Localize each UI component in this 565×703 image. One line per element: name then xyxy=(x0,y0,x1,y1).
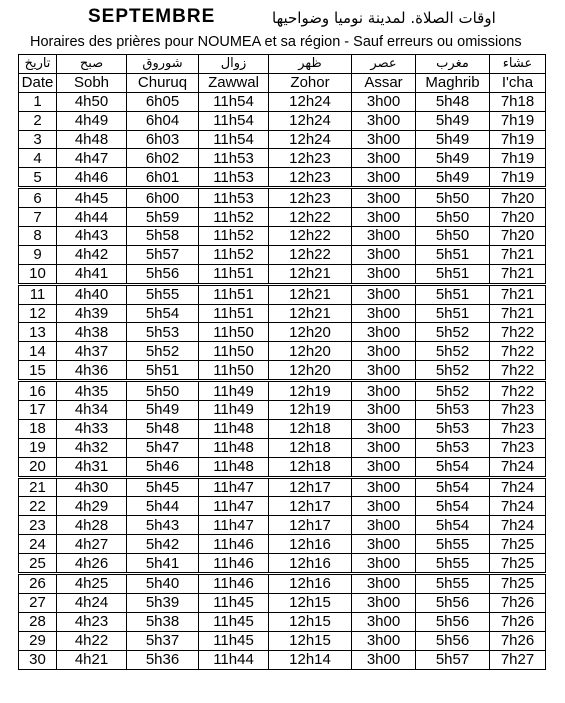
table-cell: 1 xyxy=(19,92,57,111)
table-cell: 5h42 xyxy=(127,535,199,554)
table-cell: 12h21 xyxy=(269,304,352,323)
table-cell: 11h44 xyxy=(199,650,269,669)
table-row xyxy=(19,477,546,497)
table-cell: 7h26 xyxy=(490,612,546,631)
table-cell: 5h55 xyxy=(416,554,490,574)
table-cell: 6h00 xyxy=(127,188,199,208)
table-cell: 3h00 xyxy=(352,477,416,497)
table-cell: 6h05 xyxy=(127,92,199,111)
table-cell: 6h03 xyxy=(127,130,199,149)
table-cell: 12h18 xyxy=(269,419,352,438)
header-cell-ar: عشاء xyxy=(490,55,546,74)
table-cell: 7h18 xyxy=(490,92,546,111)
table-cell: 5h52 xyxy=(416,323,490,342)
table-cell: 5h49 xyxy=(416,168,490,188)
table-cell: 2 xyxy=(19,111,57,130)
table-cell: 12h23 xyxy=(269,188,352,208)
table-cell: 12h24 xyxy=(269,130,352,149)
table-cell: 30 xyxy=(19,650,57,669)
table-cell: 3h00 xyxy=(352,612,416,631)
table-cell: 7h27 xyxy=(490,650,546,669)
arabic-title: اوقات الصلاة. لمدينة نوميا وضواحيها xyxy=(272,9,496,27)
table-cell: 5h46 xyxy=(127,457,199,477)
table-cell: 4h31 xyxy=(57,457,127,477)
table-cell: 3h00 xyxy=(352,342,416,361)
table-cell: 11h48 xyxy=(199,457,269,477)
table-row xyxy=(19,188,546,208)
table-cell: 5h37 xyxy=(127,631,199,650)
table-cell: 11h52 xyxy=(199,245,269,264)
table-cell: 18 xyxy=(19,419,57,438)
table-cell: 7h22 xyxy=(490,342,546,361)
table-cell: 11h53 xyxy=(199,168,269,188)
table-cell: 13 xyxy=(19,323,57,342)
table-cell: 5h58 xyxy=(127,227,199,246)
table-cell: 5h48 xyxy=(127,419,199,438)
table-cell: 7h24 xyxy=(490,477,546,497)
table-cell: 5h52 xyxy=(416,342,490,361)
table-cell: 4h41 xyxy=(57,264,127,284)
table-cell: 5h55 xyxy=(416,574,490,594)
table-cell: 6 xyxy=(19,188,57,208)
table-cell: 5h45 xyxy=(127,477,199,497)
table-cell: 11h53 xyxy=(199,149,269,168)
table-cell: 24 xyxy=(19,535,57,554)
table-row xyxy=(19,497,546,516)
table-cell: 5h47 xyxy=(127,438,199,457)
table-cell: 3h00 xyxy=(352,516,416,535)
table-cell: 4h22 xyxy=(57,631,127,650)
table-cell: 5h51 xyxy=(416,304,490,323)
table-cell: 26 xyxy=(19,574,57,594)
table-cell: 12h16 xyxy=(269,554,352,574)
table-cell: 5h51 xyxy=(127,361,199,381)
table-cell: 5h53 xyxy=(416,419,490,438)
table-row xyxy=(19,264,546,284)
table-cell: 4h36 xyxy=(57,361,127,381)
table-cell: 3h00 xyxy=(352,188,416,208)
table-cell: 11h45 xyxy=(199,631,269,650)
table-cell: 4h48 xyxy=(57,130,127,149)
header-cell-ar: عصر xyxy=(352,55,416,74)
table-cell: 12h17 xyxy=(269,497,352,516)
table-cell: 3h00 xyxy=(352,264,416,284)
table-cell: 12h23 xyxy=(269,168,352,188)
table-cell: 12h15 xyxy=(269,612,352,631)
table-row xyxy=(19,227,546,246)
prayer-times-table xyxy=(18,54,546,670)
table-cell: 7h24 xyxy=(490,516,546,535)
table-cell: 22 xyxy=(19,497,57,516)
table-cell: 4h37 xyxy=(57,342,127,361)
table-row xyxy=(19,149,546,168)
table-cell: 11h47 xyxy=(199,497,269,516)
header-cell-fr: Churuq xyxy=(127,73,199,92)
table-cell: 3h00 xyxy=(352,168,416,188)
table-cell: 5h39 xyxy=(127,593,199,612)
table-cell: 7h23 xyxy=(490,438,546,457)
table-cell: 5h56 xyxy=(416,612,490,631)
table-cell: 7h19 xyxy=(490,111,546,130)
header-cell-ar: مغرب xyxy=(416,55,490,74)
table-cell: 5h56 xyxy=(127,264,199,284)
table-cell: 5h54 xyxy=(416,457,490,477)
table-cell: 5h57 xyxy=(127,245,199,264)
table-cell: 12h15 xyxy=(269,593,352,612)
table-row xyxy=(19,130,546,149)
table-cell: 29 xyxy=(19,631,57,650)
table-cell: 5h51 xyxy=(416,284,490,304)
table-cell: 3h00 xyxy=(352,574,416,594)
table-cell: 12h20 xyxy=(269,342,352,361)
table-cell: 19 xyxy=(19,438,57,457)
table-cell: 12h14 xyxy=(269,650,352,669)
table-cell: 7 xyxy=(19,208,57,227)
month-title: SEPTEMBRE xyxy=(88,6,216,27)
table-cell: 3h00 xyxy=(352,401,416,420)
table-cell: 11h49 xyxy=(199,381,269,401)
table-cell: 27 xyxy=(19,593,57,612)
table-cell: 12h24 xyxy=(269,111,352,130)
table-cell: 11h50 xyxy=(199,361,269,381)
table-cell: 7h20 xyxy=(490,227,546,246)
table-cell: 3h00 xyxy=(352,381,416,401)
table-cell: 11h54 xyxy=(199,92,269,111)
header-cell-fr: Maghrib xyxy=(416,73,490,92)
table-cell: 4h50 xyxy=(57,92,127,111)
table-cell: 12h15 xyxy=(269,631,352,650)
table-row xyxy=(19,208,546,227)
table-cell: 4h25 xyxy=(57,574,127,594)
table-cell: 12h20 xyxy=(269,323,352,342)
table-cell: 3h00 xyxy=(352,535,416,554)
table-cell: 12h16 xyxy=(269,535,352,554)
table-cell: 4h28 xyxy=(57,516,127,535)
table-cell: 7h21 xyxy=(490,264,546,284)
table-cell: 9 xyxy=(19,245,57,264)
table-cell: 11h51 xyxy=(199,284,269,304)
table-cell: 7h25 xyxy=(490,574,546,594)
table-row xyxy=(19,516,546,535)
table-row xyxy=(19,535,546,554)
table-row xyxy=(19,323,546,342)
table-cell: 12h24 xyxy=(269,92,352,111)
table-cell: 11h45 xyxy=(199,612,269,631)
table-cell: 12h22 xyxy=(269,245,352,264)
table-cell: 3h00 xyxy=(352,457,416,477)
table-cell: 12h17 xyxy=(269,516,352,535)
table-cell: 11h47 xyxy=(199,516,269,535)
table-cell: 3h00 xyxy=(352,208,416,227)
table-cell: 5h36 xyxy=(127,650,199,669)
table-cell: 28 xyxy=(19,612,57,631)
table-cell: 7h26 xyxy=(490,631,546,650)
table-cell: 7h21 xyxy=(490,284,546,304)
table-cell: 4h27 xyxy=(57,535,127,554)
table-cell: 3h00 xyxy=(352,631,416,650)
table-cell: 4h49 xyxy=(57,111,127,130)
header-cell-fr: Date xyxy=(19,73,57,92)
table-cell: 5h52 xyxy=(127,342,199,361)
table-cell: 5h50 xyxy=(416,208,490,227)
table-cell: 4h23 xyxy=(57,612,127,631)
table-cell: 5h55 xyxy=(416,535,490,554)
table-cell: 16 xyxy=(19,381,57,401)
table-cell: 5h59 xyxy=(127,208,199,227)
table-cell: 12h23 xyxy=(269,149,352,168)
table-cell: 11h45 xyxy=(199,593,269,612)
table-cell: 11h48 xyxy=(199,438,269,457)
table-cell: 11h46 xyxy=(199,574,269,594)
table-row xyxy=(19,92,546,111)
table-cell: 7h26 xyxy=(490,593,546,612)
table-cell: 4h39 xyxy=(57,304,127,323)
table-cell: 12h18 xyxy=(269,457,352,477)
table-cell: 5h43 xyxy=(127,516,199,535)
table-cell: 6h04 xyxy=(127,111,199,130)
table-cell: 4h32 xyxy=(57,438,127,457)
table-cell: 3h00 xyxy=(352,438,416,457)
table-cell: 5h50 xyxy=(416,227,490,246)
table-cell: 11h52 xyxy=(199,208,269,227)
table-cell: 5h49 xyxy=(127,401,199,420)
table-cell: 5h50 xyxy=(127,381,199,401)
table-row xyxy=(19,650,546,669)
table-row xyxy=(19,612,546,631)
table-cell: 12 xyxy=(19,304,57,323)
table-cell: 11h50 xyxy=(199,342,269,361)
table-cell: 5h49 xyxy=(416,149,490,168)
table-cell: 7h19 xyxy=(490,130,546,149)
table-cell: 7h19 xyxy=(490,149,546,168)
table-cell: 14 xyxy=(19,342,57,361)
table-row xyxy=(19,245,546,264)
table-cell: 5h54 xyxy=(416,477,490,497)
table-cell: 7h20 xyxy=(490,188,546,208)
header-cell-fr: Sobh xyxy=(57,73,127,92)
table-cell: 4h45 xyxy=(57,188,127,208)
table-row xyxy=(19,111,546,130)
table-cell: 6h01 xyxy=(127,168,199,188)
table-cell: 12h17 xyxy=(269,477,352,497)
table-cell: 12h19 xyxy=(269,381,352,401)
table-cell: 4h47 xyxy=(57,149,127,168)
table-cell: 5h53 xyxy=(127,323,199,342)
table-cell: 21 xyxy=(19,477,57,497)
header-cell-ar: صبح xyxy=(57,55,127,74)
table-cell: 3h00 xyxy=(352,130,416,149)
table-cell: 4h40 xyxy=(57,284,127,304)
table-cell: 11h54 xyxy=(199,111,269,130)
french-header-row xyxy=(19,73,546,92)
table-row xyxy=(19,631,546,650)
table-cell: 11h49 xyxy=(199,401,269,420)
arabic-header-row xyxy=(19,55,546,74)
table-cell: 3h00 xyxy=(352,304,416,323)
table-cell: 11h53 xyxy=(199,188,269,208)
table-cell: 5 xyxy=(19,168,57,188)
table-cell: 11h52 xyxy=(199,227,269,246)
table-cell: 4h38 xyxy=(57,323,127,342)
table-cell: 11h48 xyxy=(199,419,269,438)
table-cell: 11h47 xyxy=(199,477,269,497)
table-cell: 4h21 xyxy=(57,650,127,669)
table-cell: 3h00 xyxy=(352,593,416,612)
table-cell: 11h50 xyxy=(199,323,269,342)
table-cell: 4h30 xyxy=(57,477,127,497)
table-cell: 23 xyxy=(19,516,57,535)
table-row xyxy=(19,438,546,457)
header-cell-fr: I'cha xyxy=(490,73,546,92)
table-cell: 12h22 xyxy=(269,208,352,227)
table-cell: 11 xyxy=(19,284,57,304)
table-cell: 5h51 xyxy=(416,245,490,264)
table-cell: 5h48 xyxy=(416,92,490,111)
table-cell: 3h00 xyxy=(352,650,416,669)
table-cell: 4h26 xyxy=(57,554,127,574)
table-cell: 7h23 xyxy=(490,401,546,420)
table-body xyxy=(19,92,546,669)
table-cell: 3h00 xyxy=(352,419,416,438)
table-row xyxy=(19,168,546,188)
table-cell: 5h55 xyxy=(127,284,199,304)
table-row xyxy=(19,361,546,381)
table-cell: 17 xyxy=(19,401,57,420)
table-cell: 3 xyxy=(19,130,57,149)
table-cell: 12h20 xyxy=(269,361,352,381)
table-cell: 12h18 xyxy=(269,438,352,457)
table-cell: 20 xyxy=(19,457,57,477)
table-row xyxy=(19,457,546,477)
table-cell: 7h20 xyxy=(490,208,546,227)
table-cell: 5h38 xyxy=(127,612,199,631)
table-row xyxy=(19,593,546,612)
header-cell-ar: زوال xyxy=(199,55,269,74)
table-cell: 7h22 xyxy=(490,361,546,381)
table-cell: 5h40 xyxy=(127,574,199,594)
table-row xyxy=(19,419,546,438)
table-cell: 7h24 xyxy=(490,497,546,516)
table-cell: 3h00 xyxy=(352,284,416,304)
table-cell: 4h35 xyxy=(57,381,127,401)
table-cell: 4h33 xyxy=(57,419,127,438)
table-cell: 4h24 xyxy=(57,593,127,612)
table-cell: 4h29 xyxy=(57,497,127,516)
header-cell-fr: Assar xyxy=(352,73,416,92)
table-cell: 6h02 xyxy=(127,149,199,168)
table-cell: 12h21 xyxy=(269,284,352,304)
header-cell-fr: Zohor xyxy=(269,73,352,92)
table-cell: 12h19 xyxy=(269,401,352,420)
table-cell: 5h51 xyxy=(416,264,490,284)
table-cell: 5h56 xyxy=(416,593,490,612)
table-cell: 5h54 xyxy=(416,516,490,535)
table-cell: 4h46 xyxy=(57,168,127,188)
table-cell: 7h25 xyxy=(490,554,546,574)
table-cell: 3h00 xyxy=(352,497,416,516)
table-cell: 4 xyxy=(19,149,57,168)
table-cell: 3h00 xyxy=(352,323,416,342)
table-cell: 7h21 xyxy=(490,304,546,323)
table-cell: 11h46 xyxy=(199,554,269,574)
header-cell-fr: Zawwal xyxy=(199,73,269,92)
table-cell: 3h00 xyxy=(352,554,416,574)
table-cell: 5h41 xyxy=(127,554,199,574)
table-cell: 15 xyxy=(19,361,57,381)
table-cell: 4h42 xyxy=(57,245,127,264)
table-cell: 12h21 xyxy=(269,264,352,284)
table-cell: 5h49 xyxy=(416,130,490,149)
table-cell: 7h24 xyxy=(490,457,546,477)
table-row xyxy=(19,381,546,401)
table-cell: 5h52 xyxy=(416,361,490,381)
header-cell-ar: تاريخ xyxy=(19,55,57,74)
table-cell: 12h16 xyxy=(269,574,352,594)
table-cell: 11h51 xyxy=(199,304,269,323)
table-cell: 3h00 xyxy=(352,227,416,246)
table-cell: 5h57 xyxy=(416,650,490,669)
table-cell: 8 xyxy=(19,227,57,246)
table-cell: 5h53 xyxy=(416,401,490,420)
table-cell: 7h21 xyxy=(490,245,546,264)
table-cell: 11h46 xyxy=(199,535,269,554)
table-cell: 5h52 xyxy=(416,381,490,401)
table-cell: 5h54 xyxy=(127,304,199,323)
table-cell: 7h22 xyxy=(490,381,546,401)
table-cell: 7h23 xyxy=(490,419,546,438)
table-cell: 5h44 xyxy=(127,497,199,516)
table-cell: 5h53 xyxy=(416,438,490,457)
header-cell-ar: ظهر xyxy=(269,55,352,74)
table-cell: 4h44 xyxy=(57,208,127,227)
header-cell-ar: شوروق xyxy=(127,55,199,74)
table-cell: 10 xyxy=(19,264,57,284)
table-cell: 5h50 xyxy=(416,188,490,208)
table-cell: 5h49 xyxy=(416,111,490,130)
table-row xyxy=(19,342,546,361)
table-row xyxy=(19,304,546,323)
table-cell: 11h54 xyxy=(199,130,269,149)
table-cell: 3h00 xyxy=(352,361,416,381)
table-row xyxy=(19,554,546,574)
table-cell: 5h56 xyxy=(416,631,490,650)
table-row xyxy=(19,284,546,304)
table-cell: 3h00 xyxy=(352,92,416,111)
table-cell: 4h34 xyxy=(57,401,127,420)
table-cell: 7h19 xyxy=(490,168,546,188)
table-cell: 3h00 xyxy=(352,149,416,168)
subtitle: Horaires des prières pour NOUMEA et sa région - Sauf erreurs ou omissions xyxy=(30,34,522,50)
table-cell: 11h51 xyxy=(199,264,269,284)
table-cell: 7h25 xyxy=(490,535,546,554)
table-cell: 7h22 xyxy=(490,323,546,342)
table-cell: 5h54 xyxy=(416,497,490,516)
table-row xyxy=(19,401,546,420)
table-cell: 12h22 xyxy=(269,227,352,246)
table-cell: 25 xyxy=(19,554,57,574)
table-cell: 3h00 xyxy=(352,245,416,264)
table-cell: 3h00 xyxy=(352,111,416,130)
table-cell: 4h43 xyxy=(57,227,127,246)
table-row xyxy=(19,574,546,594)
